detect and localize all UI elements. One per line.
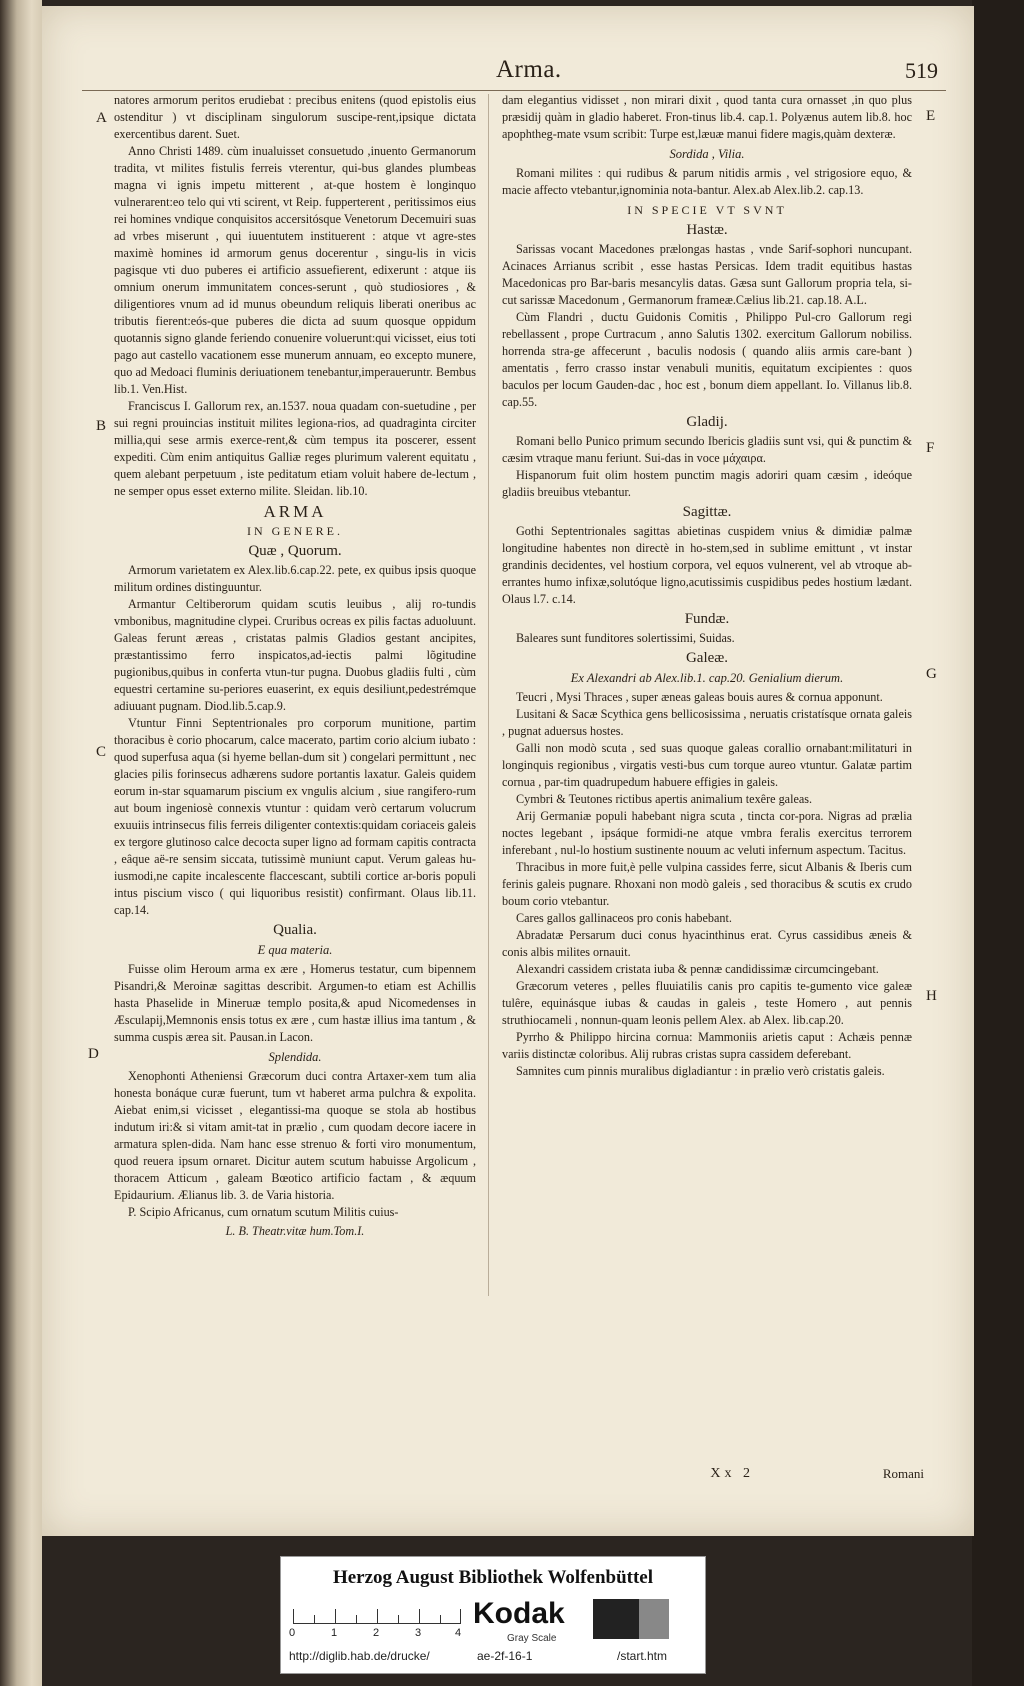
paragraph: Thracibus in more fuit,è pelle vulpina cassides ferre, sicut Albanis & Iberis cum ferinis galeis pugnare. Rhoxani non modò galeis , sed thoracibus & scutis ex crudo boum corio vtebantur.	[502, 860, 912, 908]
paragraph: Fuisse olim Heroum arma ex ære , Homerus testatur, cum bipennem Pisandri,& Meroinæ sagittas describit. Argumen-to etiam est Achillis hasta Phaselide in Mineruæ templo posita,& apud Nicomedenses in Æsculapij,Memnonis ensis totus ex ære , cum hastæ illius ima tantum , & summa cuspis ærea sit. Pausan.in Lacon.	[114, 962, 476, 1044]
url-base: http://diglib.hab.de/drucke/	[289, 1649, 430, 1663]
margin-letter-h: H	[926, 988, 937, 1004]
paragraph: Gothi Septentrionales sagittas abietinas cuspidem vnius & dimidiæ palmæ longitudine habentes non directè in ho-stem,sed in sublime emittunt , vt instar grandinis decidentes, vel hostium corpora, vel equos vulnerent, vel ab vtroque ab-errantes humo infixæ,solutóque ligno,acutissimis cuspidibus pedes hostium lædant. Olaus l.7. c.14.	[502, 524, 912, 606]
scale-number: 0	[289, 1627, 296, 1639]
paragraph: Alexandri cassidem cristata iuba & pennæ candidissimæ circumcingebant.	[516, 962, 879, 976]
url-id: ae-2f-16-1	[477, 1649, 533, 1663]
paragraph: Romani milites : qui rudibus & parum nitidis armis , vel strigosiore equo, & macie affecto vtebantur,ignominia nota-bantur. Alex.ab Alex.lib.2. cap.13.	[502, 166, 912, 197]
scale-number: 1	[331, 1627, 338, 1639]
section-subheading: Qualia.	[273, 922, 317, 938]
paragraph: Cares gallos gallinaceos pro conis habebant.	[516, 911, 732, 925]
margin-letter-a: A	[96, 110, 107, 126]
scale-number: 3	[415, 1627, 422, 1639]
paragraph: Græcorum veteres , pelles fluuiatilis canis pro capitis te-gumento vice galeæ tulêre, equinásque iubas & caudas in galeis , teste Homero , aut pennis struthiocameli , nonnun-quam leonis pellem Alex. ab Alex. lib.cap.20.	[502, 979, 912, 1027]
paragraph: dam elegantius vidisset , non mirari dixit , quod tanta cura ornasset ,in quo plus præsidij quàm in gladio haberet. Fron-tinus lib.4. cap.1. Polyænus autem lib.8. hoc apophtheg-mate vsum scribit: Turpe est,læuæ manui fidere magis,quàm dexteræ.	[502, 93, 912, 141]
scale-tick	[377, 1609, 378, 1623]
url-end: /start.htm	[617, 1649, 668, 1663]
paragraph: Baleares sunt funditores solertissimi, Suidas.	[516, 631, 735, 645]
paragraph: Galli non modò scuta , sed suas quoque galeas corallio ornabant:militaturi in longinquis regionibus , virgatis vesti-bus cum torque aureo vtuntur. Galatæ partim cornua , par-tim quadrupedum habuere effigies in galeis.	[502, 741, 912, 789]
scale-tick	[356, 1615, 357, 1623]
margin-letter-d: D	[88, 1046, 99, 1062]
scale-tick	[314, 1615, 315, 1623]
paragraph: Cymbri & Teutones rictibus apertis animalium texêre galeas.	[516, 792, 813, 806]
paragraph: Armantur Celtiberorum quidam scutis leuibus , alij ro-tundis vmbonibus, magnitudine clypei. Cruribus ocreas ex pilis factas aduoluunt. Galeas ferunt æreas , cristatas palmis Gladios gestant ancipites, præstantissimo ferro inspicatos,ad-iectis palmi lõgitudine pugionibus,quibus in conferta vtun-tur pugna. Duobus gladiis fulti , cùm equestri certamine su-periores euaserint, ex equis desiliunt,pedestrémque adiuuant pugnam. Diod.lib.5.cap.9.	[114, 597, 476, 713]
section-heading-arma: ARMA	[263, 502, 327, 521]
margin-letter-b: B	[96, 418, 107, 434]
scale-tick	[398, 1615, 399, 1623]
header-rule	[82, 90, 946, 91]
running-head: Arma.	[496, 56, 562, 83]
section-subheading: Gladij.	[686, 414, 728, 430]
paragraph: natores armorum peritos erudiebat : precibus enitens (quod epistolis eius ostenditur ) vt disciplinam singulorum suscipe-rent,ipsique dictata exercentibus darent. Suet.	[114, 93, 476, 141]
measurement-scale	[293, 1603, 461, 1624]
paragraph: Samnites cum pinnis muralibus digladiantur : in prælio verò cristatis galeis.	[516, 1064, 885, 1078]
section-subheading: E qua materia.	[257, 943, 333, 957]
paragraph: Franciscus I. Gallorum rex, an.1537. noua quadam con-suetudine , per sui regni prouincias instituit milites legiona-rios, ad quadraginta circiter millia,qui sese armis exerce-rent,& cùm tempus ita poscerer, essent expediti. Cùm enim antiquitus Galliæ reges plurimum valerent equitatu , quem alebant perpetuum , iste peditatum etiam voluit habere de-lectum , ne semper opus esset externo milite. Sleidan. lib.10.	[114, 399, 476, 498]
right-column	[502, 92, 912, 1080]
margin-letter-c: C	[96, 744, 107, 760]
section-subheading: Ex Alexandri ab Alex.lib.1. cap.20. Genialium dierum.	[570, 671, 844, 685]
paragraph: Teucri , Mysi Thraces , super æneas galeas bouis aures & cornua apponunt.	[516, 690, 883, 704]
section-subheading: Fundæ.	[684, 611, 730, 627]
paragraph: Romani bello Punico primum secundo Ibericis gladiis sunt vsi, qui & punctim & cæsim vtraque manu feriunt. Sui-das in voce μάχαιρα.	[502, 434, 912, 465]
scale-tick	[440, 1615, 441, 1623]
left-column	[114, 92, 476, 1240]
section-subheading: Quæ , Quorum.	[248, 543, 342, 559]
paragraph: Xenophonti Atheniensi Græcorum duci contra Artaxer-xem tum alia honesta bonáque curæ fuerunt, tum vt haberet arma pulchra & expolita. Aiebat enim,si vicisset , elegantissi-ma quoque se stola ab hostibus indutum iri:& si vitam amit-tat in prælio , cum quodam decore iacere in armatura splen-dida. Nam hanc esse strenuo & forti viro monumentum, quod reuera ipsum ornaret. Dicitur autem scutum habuisse Argolicum , thoracem Atticum , galeam Bœotico artificio factam , & æquum Epidaurium. Ælianus lib. 3. de Varia historia.	[114, 1069, 476, 1202]
catchword: Romani	[882, 1466, 924, 1481]
paragraph: Sarissas vocant Macedones prælongas hastas , vnde Sarif-sophori nuncupant. Acinaces Arrianus scribit , esse hastas Persicas. Idem tradit equitibus hastas Macedonicas pro Bar-baris mesancylis datas. Gæsa sunt Gallorum propria tela, si-cut sarissæ Macedonum , Germanorum frameæ.Cælius lib.21. cap.18. A.L.	[502, 242, 912, 307]
paragraph: Anno Christi 1489. cùm inualuisset consuetudo ,inuento Germanorum tradita, vt milites fistulis ferreis vterentur, qui-bus glandes plumbeas magna vi ignis impetu mitterent , at-que hostem è longinquo vulnerarent:eo telo qui vti scirent, vt Reip. fupperterent , peritissimos eius rei homines vndique conquisitos accersitósque Venetorum Decemuiri suas ad vrbes miserunt , qui iuuentutem instituerent : atque vt agre-stes maximè homines id armorum genus docerentur , singu-lis in vicis pagisque vti duo puberes ei artificio assuefierent, edixerunt : atque iis omnium onerum immunitatem conces-serunt , quò studiosiores , & diligentiores vnum ad id munus obeundum reliquis liberati oneribus ac tributis fierent:eós-que puberes die dicta ad suum quosque oppidum quotannis signo glande feriendo conuenire voluerunt:qui vicisset, eius toti pago aut castello vacationem esse munerum annuam, eo excepto munere, quo ad Medoaci fluminis deriuationem tenebantur,imperaueruntr. Bembus lib.1. Ven.Hist.	[114, 144, 476, 396]
footer-reference: L. B. Theatr.vitæ hum.Tom.I.	[225, 1224, 365, 1238]
paragraph: Armorum varietatem ex Alex.lib.6.cap.22. pete, ex quibus ipsis quoque militum ordines distinguuntur.	[114, 563, 476, 594]
section-subheading: Sordida , Vilia.	[669, 147, 745, 161]
scale-number: 4	[455, 1627, 462, 1639]
signature-mark: Xx 2	[710, 1466, 754, 1481]
margin-letter-e: E	[926, 108, 936, 124]
scale-tick	[335, 1609, 336, 1623]
paragraph: P. Scipio Africanus, cum ornatum scutum Militis cuius-	[128, 1205, 399, 1219]
section-subheading: Galeæ.	[685, 650, 729, 666]
margin-letter-f: F	[926, 440, 935, 456]
scale-tick	[419, 1609, 420, 1623]
black-swatch	[593, 1599, 639, 1639]
page-number: 519	[905, 58, 938, 83]
paragraph: Vtuntur Finni Septentrionales pro corporum munitione, partim thoracibus è corio phocarum, calce macerato, partim corio alcium iubato : quod superfusa aqua (si hyeme bellan-dum sit ) congelari permittunt , nec glacies pilis forinsecus adhærens sudore portantis laxatur. Galeis quidem eorum in-star squamarum piscium ex vngulis alcium , siue rangifero-rum aut boum ingeniosè connexis vtuntur : quidam verò certarum volucrum exuuiis intrinsecus filis ferreis diligenter contextis:quidam coriaceis galeis ex tergore glutinoso calce decocta super ligno ad formam capitis contracta , eâque aë-re sensim siccata, tutissimè muniunt caput. Verum galeas hu-iusmodi,ne capite incalescente flaccescant, subtili cortice ar-boris populi intus piscium visco ( qui liquoribus resistit) confirmant. Olaus lib.11. cap.14.	[114, 716, 476, 917]
gray-swatch	[639, 1599, 669, 1639]
scale-number: 2	[373, 1627, 380, 1639]
scale-tick	[460, 1609, 461, 1623]
book-gutter	[0, 0, 42, 1686]
paragraph: Arij Germaniæ populi habebant nigra scuta , tincta cor-pora. Nigras ad prælia noctes legebant , ipsáque formidi-ne atque vmbra feralis exercitus terrorem inferebant , nul-lo hostium sustinente nouum ac veluti infernum aspectum. Tacitus.	[502, 809, 912, 857]
kodak-logo: Kodak	[473, 1597, 565, 1630]
section-subheading: Hastæ.	[686, 222, 728, 238]
paragraph: Cùm Flandri , ductu Guidonis Comitis , Philippo Pul-cro Gallorum regi rebellassent , prope Curtracum , anno Salutis 1302. exercitum Gallorum nobiliss. horrenda stra-ge affecerunt , baculis nodosis ( quando aliis armis care-bant ) amentatis , ferro crasso instar venabuli munitis, equitatum excipientes : quos baculos per locum Gauden-dac , hoc est , bonum diem appellant. Io. Villanus lib.8. cap.55.	[502, 310, 912, 409]
scale-tick	[293, 1609, 294, 1623]
section-subheading: Splendida.	[268, 1050, 322, 1064]
library-name: Herzog August Bibliothek Wolfenbüttel	[332, 1567, 654, 1588]
scan-background	[972, 0, 1024, 1686]
paragraph: Hispanorum fuit olim hostem punctim magis adoriri quam cæsim , ideóque gladiis breuibus vtebantur.	[502, 468, 912, 499]
color-reference-card	[280, 1556, 706, 1674]
paragraph: Lusitani & Sacæ Scythica gens bellicosissima , neruatis cristatísque ornata galeis , pugnat aduersus hostes.	[502, 707, 912, 738]
gray-scale-label: Gray Scale	[507, 1633, 557, 1644]
section-subheading: Sagittæ.	[682, 504, 732, 520]
paragraph: Abradatæ Persarum duci conus hyacinthinus erat. Cyrus cassidibus æneis & conis albis milites ornauit.	[502, 928, 912, 959]
paragraph: Pyrrho & Philippo hircina cornua: Mammoniis arietis caput : Achæis pennæ variis distinctæ coloribus. Alij rubras cristas supra cassidem deferebant.	[502, 1030, 912, 1061]
book-page	[42, 6, 974, 1536]
column-divider	[488, 94, 489, 1296]
section-subheading: IN GENERE.	[247, 524, 343, 538]
margin-letter-g: G	[926, 666, 937, 682]
section-subheading: IN SPECIE VT SVNT	[627, 203, 787, 217]
